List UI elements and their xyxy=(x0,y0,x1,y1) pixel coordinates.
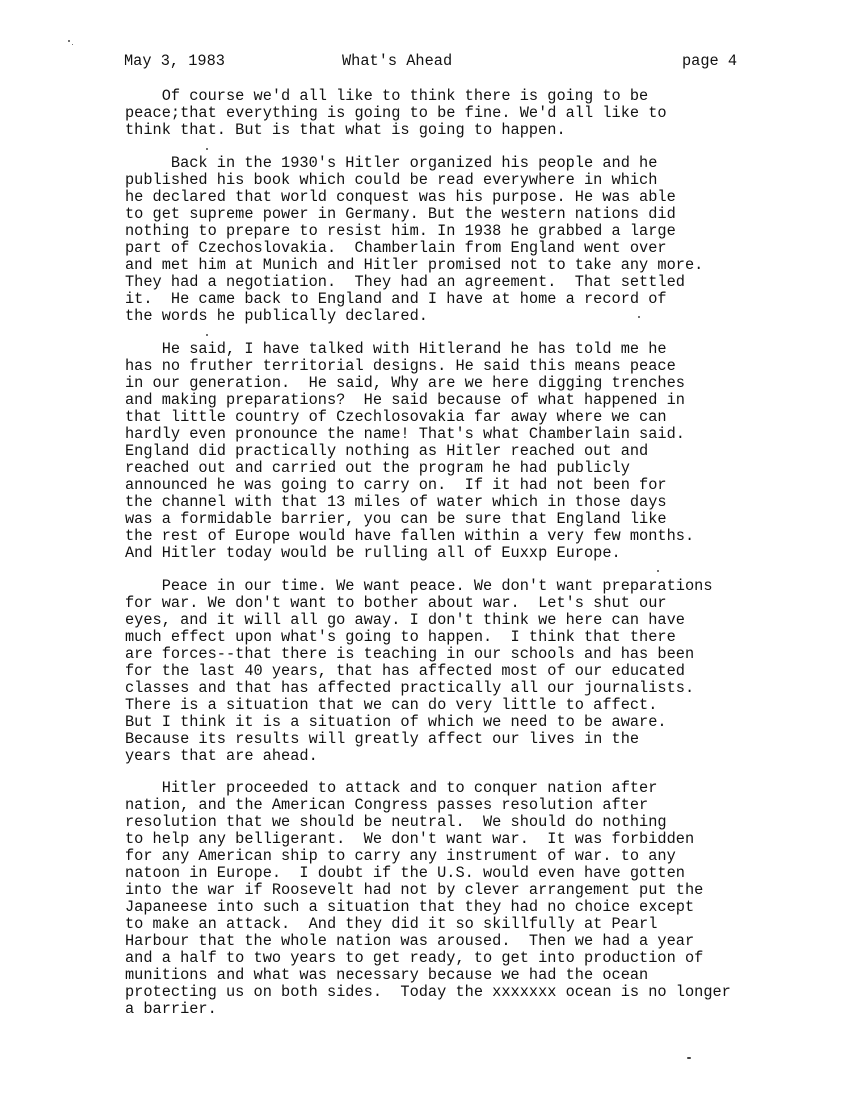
text-line: to make an attack. And they did it so skillfully at Pearl xyxy=(125,915,658,933)
text-line: Of course we'd all like to think there is going to be xyxy=(125,87,649,105)
text-line: announced he was going to carry on. If it had not been for xyxy=(125,476,667,494)
text-line: for any American ship to carry any instrument of war. to any xyxy=(125,847,676,865)
text-line: natoon in Europe. I doubt if the U.S. would even have gotten xyxy=(125,864,685,882)
text-line: for war. We don't want to bother about war. Let's shut our xyxy=(125,594,667,612)
text-line: the words he publically declared. xyxy=(125,307,428,325)
text-line: And Hitler today would be rulling all of Euxxp Europe. xyxy=(125,544,621,562)
text-line: resolution that we should be neutral. We should do nothing xyxy=(125,813,667,831)
text-line: nothing to prepare to resist him. In 1938 he grabbed a large xyxy=(125,222,676,240)
text-line: Back in the 1930's Hitler organized his people and he xyxy=(125,154,658,172)
text-line: was a formidable barrier, you can be sure that England like xyxy=(125,510,667,528)
text-line: it. He came back to England and I have at home a record of xyxy=(125,290,667,308)
paragraph-3 xyxy=(125,341,845,562)
text-line: to get supreme power in Germany. But the western nations did xyxy=(125,205,676,223)
text-line: part of Czechoslovakia. Chamberlain from England went over xyxy=(125,239,667,257)
header-date: May 3, 1983 xyxy=(124,52,225,70)
text-line: eyes, and it will all go away. I don't think we here can have xyxy=(125,611,685,629)
scan-speck xyxy=(206,334,208,336)
text-line: in our generation. He said, Why are we here digging trenches xyxy=(125,374,685,392)
text-line: he declared that world conquest was his purpose. He was able xyxy=(125,188,676,206)
text-line: years that are ahead. xyxy=(125,747,318,765)
header-title: What's Ahead xyxy=(342,52,453,70)
text-line: reached out and carried out the program he had publicly xyxy=(125,459,630,477)
text-line: England did practically nothing as Hitler reached out and xyxy=(125,442,649,460)
text-line: into the war if Roosevelt had not by clever arrangement put the xyxy=(125,881,704,899)
text-line: But I think it is a situation of which we need to be aware. xyxy=(125,713,667,731)
text-line: munitions and what was necessary because we had the ocean xyxy=(125,966,649,984)
text-line: nation, and the American Congress passes resolution after xyxy=(125,796,649,814)
text-line: and met him at Munich and Hitler promised not to take any more. xyxy=(125,256,704,274)
paragraph-2 xyxy=(125,155,845,325)
text-line: think that. But is that what is going to happen. xyxy=(125,121,566,139)
text-line: Because its results will greatly affect our lives in the xyxy=(125,730,640,748)
text-line: and making preparations? He said because of what happened in xyxy=(125,391,685,409)
scan-speck xyxy=(72,44,73,45)
text-line: the rest of Europe would have fallen within a very few months. xyxy=(125,527,695,545)
paragraph-1 xyxy=(125,88,845,139)
scan-speck xyxy=(206,148,208,150)
text-line: Harbour that the whole nation was aroused. Then we had a year xyxy=(125,932,695,950)
text-line: Hitler proceeded to attack and to conquer nation after xyxy=(125,779,658,797)
text-line: and a half to two years to get ready, to get into production of xyxy=(125,949,704,967)
text-line: He said, I have talked with Hitlerand he has told me he xyxy=(125,340,667,358)
text-line: the channel with that 13 miles of water which in those days xyxy=(125,493,667,511)
text-line: much effect upon what's going to happen. I think that there xyxy=(125,628,676,646)
text-line: Peace in our time. We want peace. We don't want preparations xyxy=(125,577,713,595)
text-line: Japaneese into such a situation that they had no choice except xyxy=(125,898,695,916)
scan-speck xyxy=(657,570,659,572)
text-line: protecting us on both sides. Today the xxxxxxx ocean is no longer xyxy=(125,983,731,1001)
text-line: to help any belligerant. We don't want war. It was forbidden xyxy=(125,830,695,848)
text-line: They had a negotiation. They had an agreement. That settled xyxy=(125,273,685,291)
paragraph-5 xyxy=(125,780,845,1018)
paragraph-4 xyxy=(125,578,845,765)
text-line: has no fruther territorial designs. He said this means peace xyxy=(125,357,676,375)
text-line: There is a situation that we can do very little to affect. xyxy=(125,696,658,714)
scan-speck xyxy=(68,40,70,42)
text-line: classes and that has affected practically all our journalists. xyxy=(125,679,695,697)
text-line: are forces--that there is teaching in our schools and has been xyxy=(125,645,695,663)
header-page-number: page 4 xyxy=(682,52,738,70)
text-line: hardly even pronounce the name! That's what Chamberlain said. xyxy=(125,425,685,443)
scan-speck xyxy=(638,316,640,318)
text-line: a barrier. xyxy=(125,1000,217,1018)
text-line: that little country of Czechlosovakia far away where we can xyxy=(125,408,667,426)
text-line: published his book which could be read everywhere in which xyxy=(125,171,658,189)
text-line: peace;that everything is going to be fine. We'd all like to xyxy=(125,104,667,122)
scan-speck xyxy=(687,1057,691,1059)
text-line: for the last 40 years, that has affected most of our educated xyxy=(125,662,685,680)
